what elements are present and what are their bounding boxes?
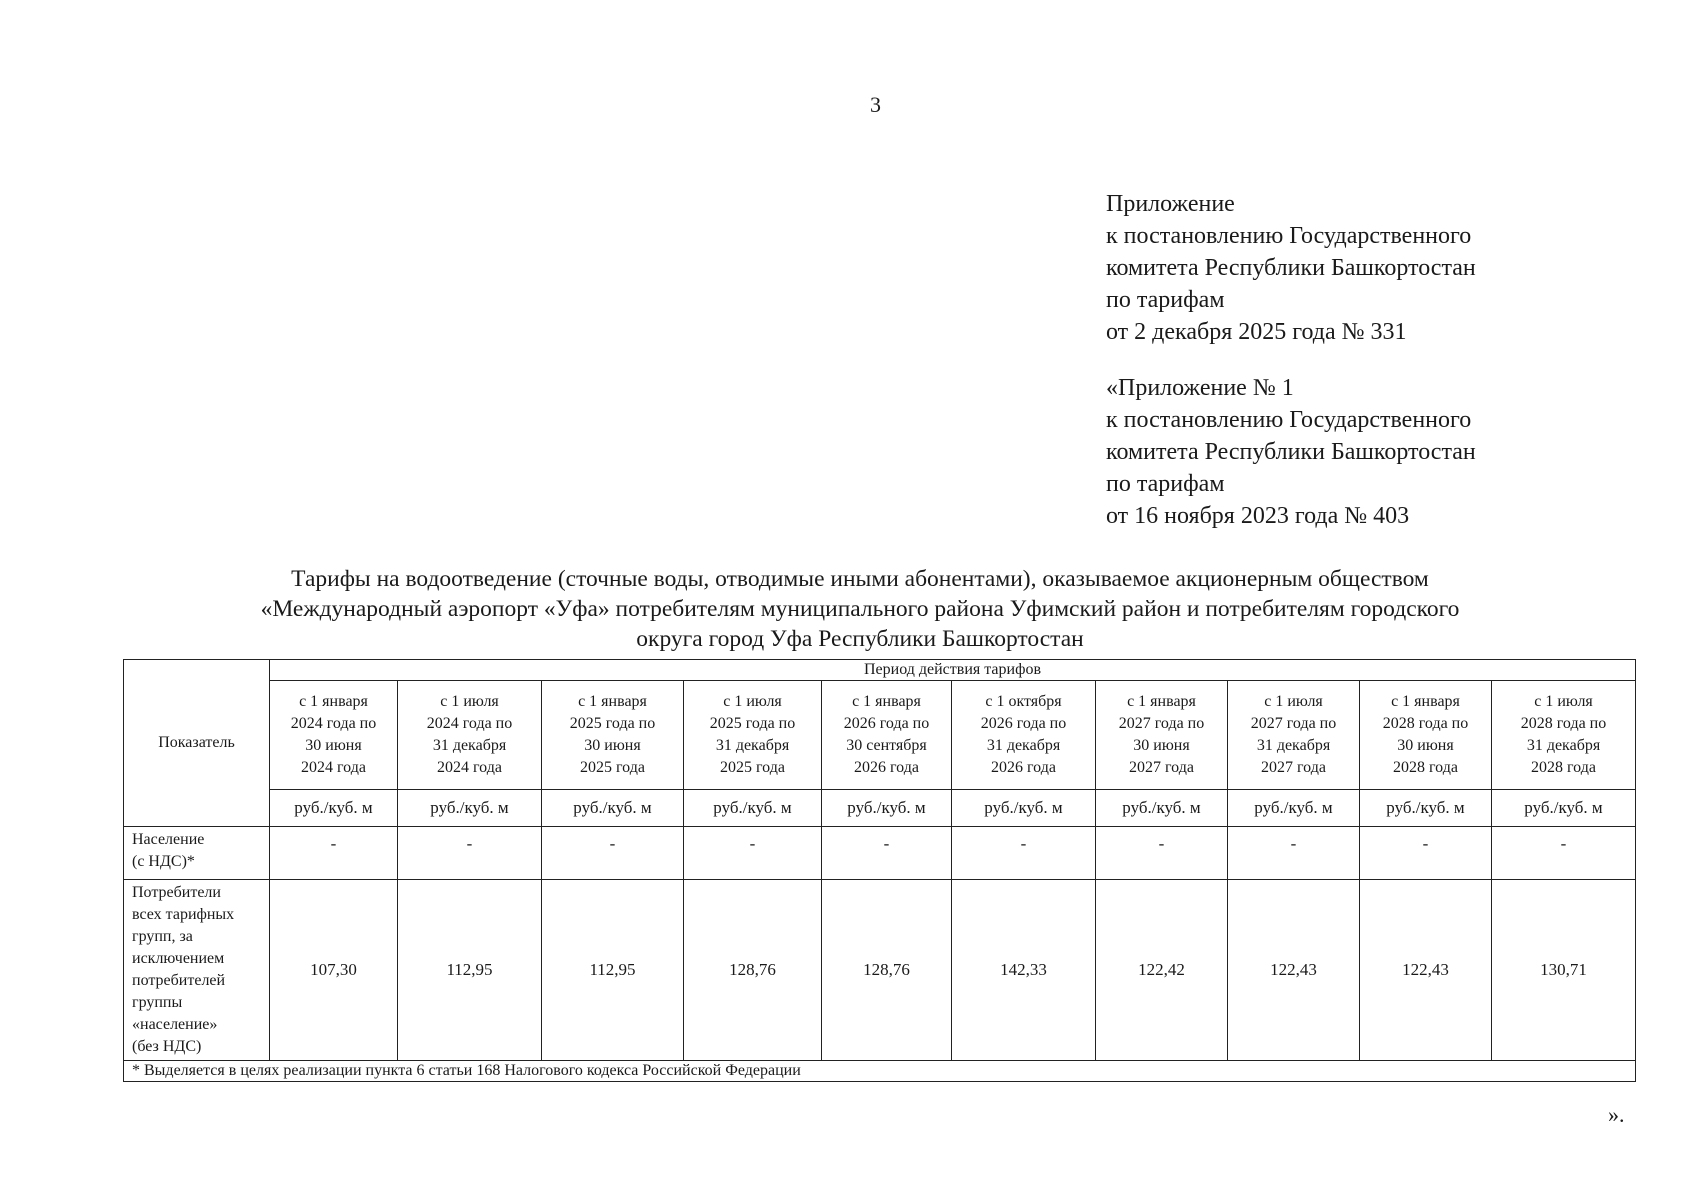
period-line: с 1 января — [299, 693, 368, 710]
unit-cell: руб./куб. м — [952, 790, 1096, 827]
row-label-line: потребителей — [132, 972, 226, 989]
period-cell — [542, 681, 684, 790]
tariff-value: 107,30 — [270, 880, 398, 1061]
period-line: 31 декабря — [1256, 737, 1331, 754]
row-label-line: Потребители — [132, 884, 221, 901]
period-line: 2025 года по — [569, 715, 656, 732]
tariff-value: 130,71 — [1492, 880, 1636, 1061]
title-line: округа город Уфа Республики Башкортостан — [636, 626, 1084, 652]
period-line: 31 декабря — [715, 737, 790, 754]
tariff-value: - — [1096, 827, 1228, 880]
row-label-line: Население — [132, 831, 205, 848]
period-line: 2024 года — [301, 759, 366, 776]
tariff-value: 128,76 — [684, 880, 822, 1061]
row-label-line: (с НДС)* — [132, 853, 195, 870]
period-line: с 1 июля — [1534, 693, 1593, 710]
appendix-line: комитета Республики Башкортостан — [1106, 439, 1476, 465]
period-line: 2026 года по — [980, 715, 1067, 732]
period-line: 2027 года — [1129, 759, 1194, 776]
period-cell — [1492, 681, 1636, 790]
period-line: с 1 июля — [723, 693, 782, 710]
period-line: с 1 января — [852, 693, 921, 710]
period-cell — [1096, 681, 1228, 790]
period-line: 2028 года по — [1520, 715, 1607, 732]
unit-cell: руб./куб. м — [1492, 790, 1636, 827]
period-line: 2025 года — [720, 759, 785, 776]
tariff-value: - — [398, 827, 542, 880]
period-cell — [684, 681, 822, 790]
tariff-value: - — [1228, 827, 1360, 880]
document-title — [150, 564, 1570, 654]
tariff-value: 128,76 — [822, 880, 952, 1061]
period-line: с 1 июля — [1264, 693, 1323, 710]
row-label-line: исключением — [132, 950, 225, 967]
tariff-table — [123, 659, 1636, 1082]
unit-cell: руб./куб. м — [398, 790, 542, 827]
tariff-value: - — [1492, 827, 1636, 880]
appendix-line: от 16 ноября 2023 года № 403 — [1106, 503, 1410, 529]
period-line: 2026 года по — [843, 715, 930, 732]
footnote: * Выделяется в целях реализации пункта 6 статьи 168 Налогового кодекса Российской Федерации — [124, 1061, 1636, 1082]
unit-cell: руб./куб. м — [1228, 790, 1360, 827]
table-row — [124, 827, 1636, 880]
period-line: 30 июня — [584, 737, 641, 754]
approval-line: Приложение — [1106, 191, 1235, 217]
row-label-line: (без НДС) — [132, 1038, 202, 1055]
row-label-line: группы — [132, 994, 183, 1011]
period-line: 2026 года — [991, 759, 1056, 776]
tariff-value: 112,95 — [542, 880, 684, 1061]
tariff-value: 112,95 — [398, 880, 542, 1061]
period-cell — [398, 681, 542, 790]
tariff-value: 142,33 — [952, 880, 1096, 1061]
unit-cell: руб./куб. м — [822, 790, 952, 827]
period-line: с 1 октября — [985, 693, 1062, 710]
period-line: 31 декабря — [432, 737, 507, 754]
period-line: с 1 июля — [440, 693, 499, 710]
tariff-value: - — [952, 827, 1096, 880]
period-cell — [822, 681, 952, 790]
row-label-line: всех тарифных — [132, 906, 235, 923]
row-label-line: групп, за — [132, 928, 193, 945]
period-line: 2025 года — [580, 759, 645, 776]
period-header: Период действия тарифов — [270, 660, 1636, 681]
tariff-value: - — [822, 827, 952, 880]
unit-cell: руб./куб. м — [1360, 790, 1492, 827]
tariff-value: - — [684, 827, 822, 880]
approval-block — [1106, 188, 1476, 532]
period-cell — [1228, 681, 1360, 790]
tariff-value: 122,43 — [1228, 880, 1360, 1061]
appendix-line: к постановлению Государственного — [1106, 407, 1472, 433]
period-cell — [270, 681, 398, 790]
tariff-value: 122,42 — [1096, 880, 1228, 1061]
period-line: 2024 года по — [426, 715, 513, 732]
approval-line: к постановлению Государственного — [1106, 223, 1472, 249]
period-line: 2028 года по — [1382, 715, 1469, 732]
tariff-value: - — [542, 827, 684, 880]
row-label-line: «население» — [132, 1016, 218, 1033]
period-line: 2026 года — [854, 759, 919, 776]
tariff-value: - — [1360, 827, 1492, 880]
unit-cell: руб./куб. м — [270, 790, 398, 827]
indicator-header: Показатель — [124, 660, 270, 827]
appendix-line: по тарифам — [1106, 471, 1225, 497]
period-line: 2024 года — [437, 759, 502, 776]
period-line: с 1 января — [1127, 693, 1196, 710]
period-line: 31 декабря — [986, 737, 1061, 754]
period-line: 30 сентября — [846, 737, 927, 754]
approval-line: комитета Республики Башкортостан — [1106, 255, 1476, 281]
unit-cell: руб./куб. м — [684, 790, 822, 827]
appendix-line: «Приложение № 1 — [1106, 375, 1294, 401]
approval-line: от 2 декабря 2025 года № 331 — [1106, 319, 1407, 345]
closing-quote: ». — [1608, 1102, 1625, 1127]
period-line: 30 июня — [1397, 737, 1454, 754]
period-line: 30 июня — [1133, 737, 1190, 754]
approval-line: по тарифам — [1106, 287, 1225, 313]
period-line: 2027 года по — [1118, 715, 1205, 732]
period-cell — [1360, 681, 1492, 790]
title-line: «Международный аэропорт «Уфа» потребителям муниципального района Уфимский район и потребителям городского — [260, 596, 1460, 622]
title-line: Тарифы на водоотведение (сточные воды, отводимые иными абонентами), оказываемое акционерным обществом — [291, 566, 1429, 592]
period-line: 2027 года по — [1250, 715, 1337, 732]
period-line: 2024 года по — [290, 715, 377, 732]
unit-cell: руб./куб. м — [1096, 790, 1228, 827]
row-label — [124, 880, 270, 1061]
period-line: 30 июня — [305, 737, 362, 754]
tariff-value: 122,43 — [1360, 880, 1492, 1061]
tariff-value: - — [270, 827, 398, 880]
period-line: 2028 года — [1531, 759, 1596, 776]
period-line: с 1 января — [578, 693, 647, 710]
period-cell — [952, 681, 1096, 790]
period-line: 31 декабря — [1526, 737, 1601, 754]
period-line: 2027 года — [1261, 759, 1326, 776]
unit-cell: руб./куб. м — [542, 790, 684, 827]
period-line: с 1 января — [1391, 693, 1460, 710]
row-label — [124, 827, 270, 880]
period-line: 2025 года по — [709, 715, 796, 732]
table-row — [124, 880, 1636, 1061]
page-number: 3 — [870, 92, 881, 117]
period-line: 2028 года — [1393, 759, 1458, 776]
